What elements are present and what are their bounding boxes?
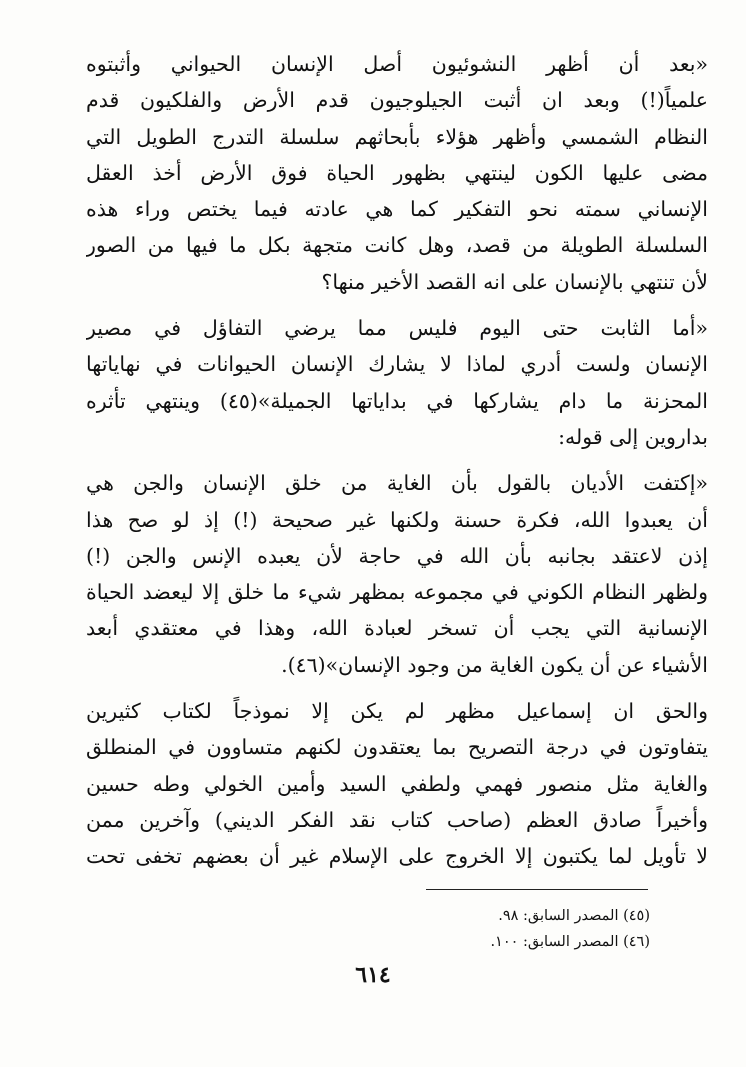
- text-line: والحق ان إسماعيل مظهر لم يكن إلا نموذجاً لكتاب كثيرين: [86, 699, 708, 724]
- text-line: النظام الشمسي وأظهر هؤلاء بأبحاثهم سلسلة التدرج الطويل التي: [86, 124, 708, 149]
- text-line: لا تأويل لما يكتبون إلا الخروج على الإسلام غير أن بعضهم تخفى تحت: [86, 844, 708, 869]
- text-line: المحزنة ما دام يشاركها في بداياتها الجميلة»(٤٥) وينتهي تأثره: [86, 388, 708, 413]
- text-line: «إكتفت الأديان بالقول بأن الغاية من خلق الإنسان والجن هي: [86, 471, 708, 496]
- text-line: الإنساني سمته نحو التفكير كما هي عادته فيما يختص وراء هذه: [86, 197, 708, 222]
- body-text: [86, 46, 708, 885]
- footnote: (٤٦) المصدر السابق: ١٠٠.: [490, 934, 650, 950]
- text-line: الأشياء عن أن يكون الغاية من وجود الإنسان»(٤٦).: [281, 652, 708, 677]
- text-line: أن يعبدوا الله، فكرة حسنة ولكنها غير صحيحة (!) إذ لو صح هذا: [86, 507, 708, 532]
- paragraph-3: [86, 465, 708, 683]
- paragraph-2: [86, 310, 708, 455]
- page-number: ٦١٤: [355, 962, 391, 988]
- text-line: يتفاوتون في درجة التصريح بما يعتقدون لكنهم متساوون في المنطلق: [86, 735, 708, 760]
- footnote: (٤٥) المصدر السابق: ٩٨.: [498, 908, 650, 924]
- text-line: والغاية مثل منصور فهمي ولطفي السيد وأمين الخولي وطه حسين: [86, 771, 708, 796]
- text-line: وأخيراً صادق العظم (صاحب كتاب نقد الفكر الديني) وآخرين ممن: [86, 807, 708, 832]
- text-line: الإنسان ولست أدري لماذا لا يشارك الإنسان الحيوانات في نهاياتها: [86, 352, 708, 377]
- text-line: «أما الثابت حتى اليوم فليس مما يرضي التفاؤل في مصير: [86, 316, 708, 341]
- footnote-divider: [426, 889, 648, 890]
- text-line: «بعد أن أظهر النشوئيون أصل الإنسان الحيواني وأثبتوه: [86, 52, 708, 76]
- paragraph-1: [86, 46, 708, 300]
- text-line: لأن تنتهي بالإنسان على انه القصد الأخير منها؟: [321, 269, 708, 294]
- paragraph-4: [86, 693, 708, 874]
- text-line: علمياً(!) وبعد ان أثبت الجيلوجيون قدم الأرض والفلكيون قدم: [86, 88, 708, 113]
- text-line: الإنسانية التي يجب أن تسخر لعبادة الله، وهذا في معتقدي أبعد: [86, 616, 708, 641]
- footnotes: [350, 903, 650, 955]
- text-line: بداروين إلى قوله:: [558, 424, 708, 449]
- text-line: مضى عليها الكون لينتهي بظهور الحياة فوق الأرض أخذ العقل: [86, 160, 708, 185]
- text-line: ولظهر النظام الكوني في مجموعه بمظهر شيء ما خلق إلا ليعضد الحياة: [86, 580, 708, 605]
- text-line: إذن لاعتقد بجانبه بأن الله في حاجة لأن يعبده الإنس والجن (!): [86, 543, 708, 568]
- text-line: السلسلة الطويلة من قصد، وهل كانت متجهة بكل ما فيها من الصور: [86, 233, 708, 258]
